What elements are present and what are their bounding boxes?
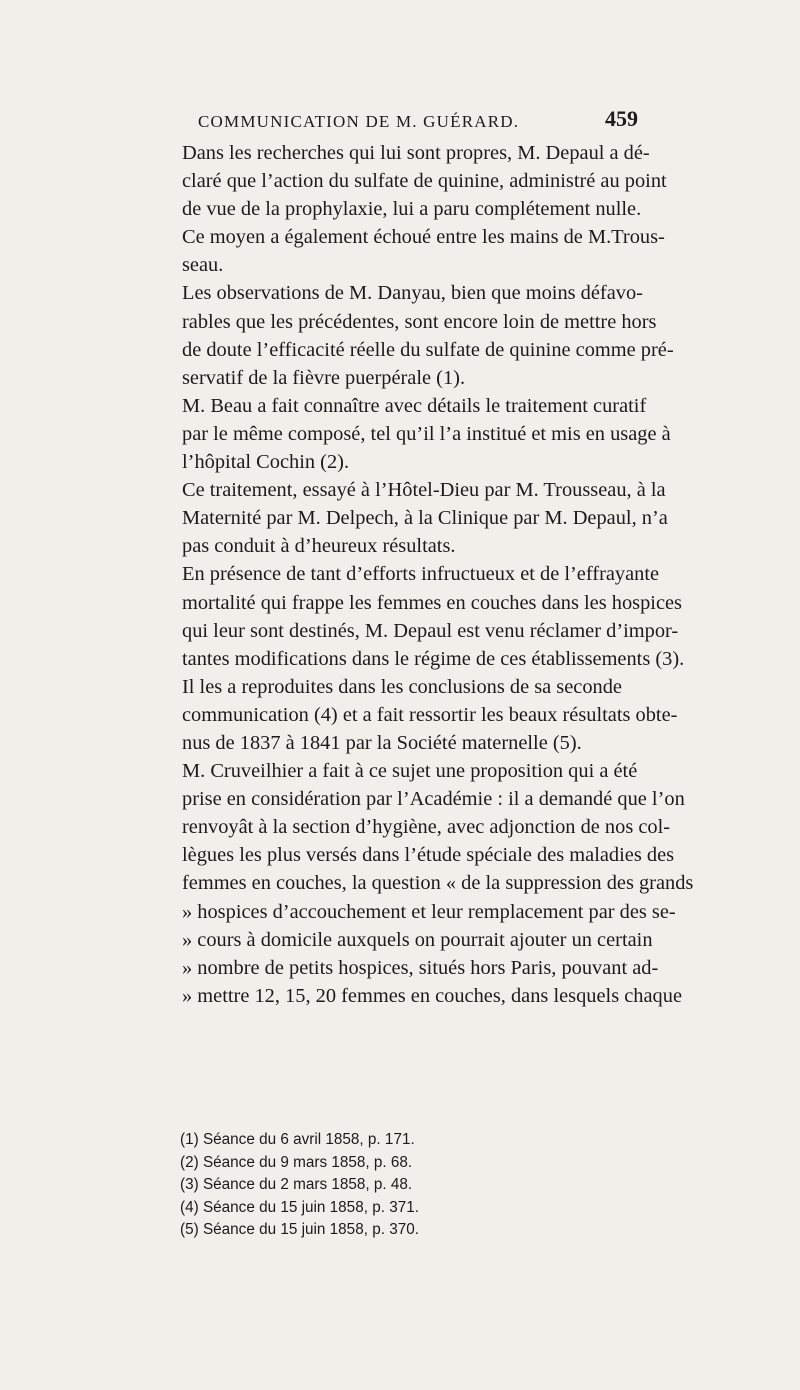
text-line: » nombre de petits hospices, situés hors Paris, pouvant ad-	[182, 956, 659, 979]
text-line: de doute l’efficacité réelle du sulfate de quinine comme pré-	[182, 338, 674, 361]
text-line: par le même composé, tel qu’il l’a institué et mis en usage à	[182, 422, 671, 445]
text-line: Ce traitement, essayé à l’Hôtel-Dieu par M. Trousseau, à la	[182, 479, 666, 502]
text-line: Les observations de M. Danyau, bien que moins défavo-	[182, 282, 643, 305]
text-line: Maternité par M. Delpech, à la Clinique par M. Depaul, n’a	[182, 507, 668, 530]
page-number: 459	[605, 106, 638, 131]
text-line: » hospices d’accouchement et leur remplacement par des se-	[182, 900, 676, 923]
footnote-2: (2) Séance du 9 mars 1858, p. 68.	[180, 1153, 413, 1171]
text-line: mortalité qui frappe les femmes en couches dans les hospices	[182, 591, 682, 614]
paragraph	[164, 757, 694, 1010]
paragraph	[164, 279, 674, 391]
text-line: Dans les recherches qui lui sont propres, M. Depaul a dé-	[182, 142, 650, 164]
text-line: prise en considération par l’Académie : il a demandé que l’on	[182, 788, 685, 811]
paragraph	[164, 673, 678, 757]
footnotes	[180, 1129, 640, 1242]
text-line: M. Beau a fait connaître avec détails le traitement curatif	[182, 394, 647, 417]
text-line: l’hôpital Cochin (2).	[182, 451, 350, 474]
text-line: communication (4) et a fait ressortir les beaux résultats obte-	[182, 703, 678, 726]
text-line: servatif de la fièvre puerpérale (1).	[182, 366, 466, 389]
paragraph	[164, 476, 668, 560]
text-line: rables que les précédentes, sont encore loin de mettre hors	[182, 310, 657, 333]
body-text	[164, 139, 694, 1010]
footnote-1: (1) Séance du 6 avril 1858, p. 171.	[180, 1131, 415, 1148]
text-line: renvoyât à la section d’hygiène, avec adjonction de nos col-	[182, 816, 671, 839]
text-line: de vue de la prophylaxie, lui a paru complétement nulle.	[182, 198, 642, 221]
text-line: claré que l’action du sulfate de quinine, administré au point	[182, 170, 667, 193]
text-line: Il les a reproduites dans les conclusions de sa seconde	[182, 675, 622, 698]
footnote-5: (5) Séance du 15 juin 1858, p. 370.	[180, 1221, 419, 1238]
text-line: Ce moyen a également échoué entre les mains de M.Trous-	[182, 226, 665, 249]
paragraph	[164, 139, 667, 223]
text-line: femmes en couches, la question « de la suppression des grands	[182, 872, 694, 895]
text-line: » cours à domicile auxquels on pourrait ajouter un certain	[182, 928, 653, 951]
paragraph	[164, 392, 671, 476]
text-line: » mettre 12, 15, 20 femmes en couches, dans lesquels chaque	[182, 984, 682, 1007]
text-line: tantes modifications dans le régime de ces établissements (3).	[182, 647, 685, 670]
text-line: pas conduit à d’heureux résultats.	[182, 535, 456, 558]
text-line: seau.	[182, 254, 224, 277]
running-head: COMMUNICATION DE M. GUÉRARD.	[198, 112, 520, 131]
paragraph	[164, 223, 665, 279]
text-line: nus de 1837 à 1841 par la Société maternelle (5).	[182, 731, 582, 754]
footnote-4: (4) Séance du 15 juin 1858, p. 371.	[180, 1198, 419, 1216]
text-line: lègues les plus versés dans l’étude spéciale des maladies des	[182, 844, 675, 867]
paragraph	[164, 560, 685, 672]
text-line: En présence de tant d’efforts infructueux et de l’effrayante	[182, 563, 660, 586]
text-line: qui leur sont destinés, M. Depaul est venu réclamer d’impor-	[182, 619, 679, 642]
footnote-3: (3) Séance du 2 mars 1858, p. 48.	[180, 1176, 413, 1193]
text-line: M. Cruveilhier a fait à ce sujet une proposition qui a été	[182, 760, 638, 783]
